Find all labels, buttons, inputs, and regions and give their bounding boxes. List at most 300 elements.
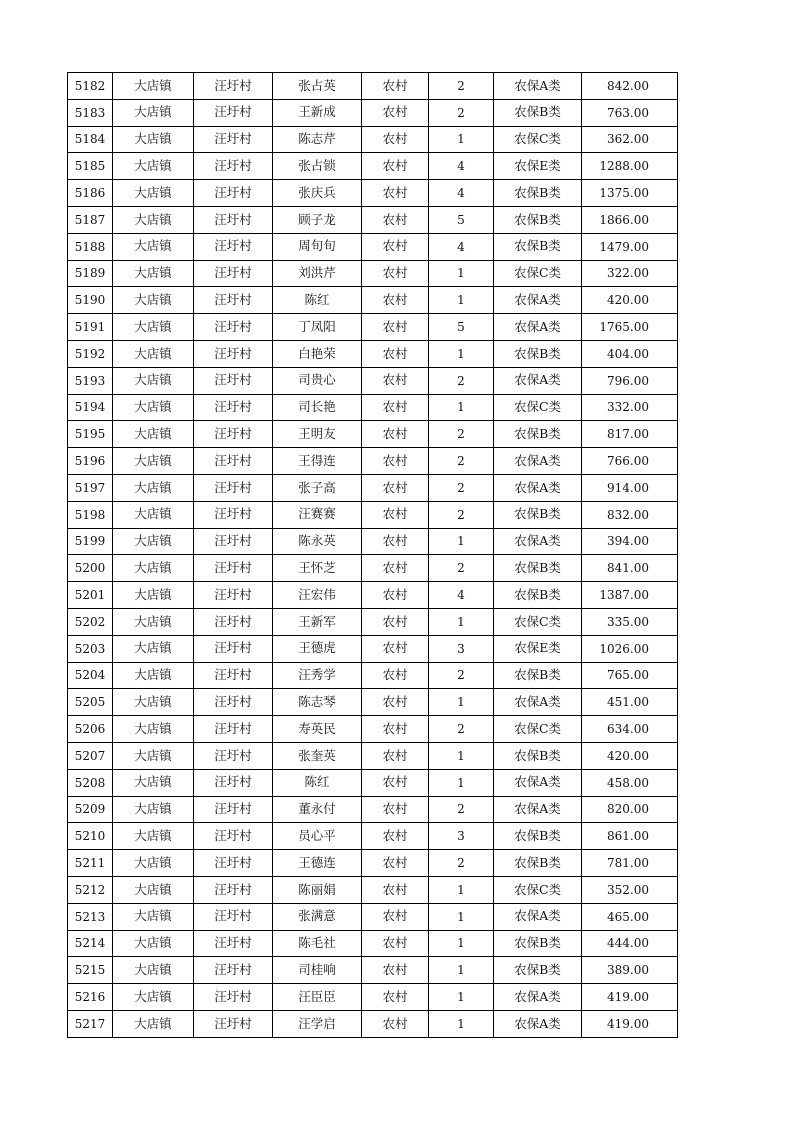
table-row (68, 689, 678, 716)
name-cell: 陈红 (273, 769, 362, 796)
name-cell: 王新军 (273, 608, 362, 635)
area-type-cell: 农村 (362, 153, 429, 180)
household-size-cell: 5 (429, 206, 494, 233)
village-cell: 汪圩村 (194, 260, 273, 287)
insurance-category-cell: 农保A类 (494, 903, 582, 930)
household-size-cell: 2 (429, 367, 494, 394)
household-size-cell: 1 (429, 126, 494, 153)
household-size-cell: 2 (429, 850, 494, 877)
row-number: 5193 (68, 367, 113, 394)
town-cell: 大店镇 (113, 742, 194, 769)
name-cell: 陈丽娟 (273, 876, 362, 903)
name-cell: 张占锁 (273, 153, 362, 180)
table-row (68, 957, 678, 984)
household-size-cell: 2 (429, 99, 494, 126)
area-type-cell: 农村 (362, 1010, 429, 1037)
insurance-category-cell: 农保B类 (494, 501, 582, 528)
row-number: 5194 (68, 394, 113, 421)
area-type-cell: 农村 (362, 984, 429, 1011)
town-cell: 大店镇 (113, 608, 194, 635)
amount-cell: 1375.00 (582, 180, 678, 207)
amount-cell: 766.00 (582, 448, 678, 475)
insurance-category-cell: 农保B类 (494, 823, 582, 850)
row-number: 5203 (68, 635, 113, 662)
area-type-cell: 农村 (362, 716, 429, 743)
household-size-cell: 1 (429, 287, 494, 314)
area-type-cell: 农村 (362, 903, 429, 930)
village-cell: 汪圩村 (194, 287, 273, 314)
household-size-cell: 1 (429, 984, 494, 1011)
table-row (68, 1010, 678, 1037)
village-cell: 汪圩村 (194, 394, 273, 421)
area-type-cell: 农村 (362, 876, 429, 903)
household-size-cell: 3 (429, 635, 494, 662)
village-cell: 汪圩村 (194, 1010, 273, 1037)
area-type-cell: 农村 (362, 126, 429, 153)
town-cell: 大店镇 (113, 769, 194, 796)
row-number: 5205 (68, 689, 113, 716)
row-number: 5215 (68, 957, 113, 984)
village-cell: 汪圩村 (194, 448, 273, 475)
table-row (68, 126, 678, 153)
name-cell: 汪学启 (273, 1010, 362, 1037)
insurance-category-cell: 农保A类 (494, 314, 582, 341)
insurance-category-cell: 农保B类 (494, 233, 582, 260)
town-cell: 大店镇 (113, 367, 194, 394)
insurance-category-cell: 农保A类 (494, 448, 582, 475)
amount-cell: 765.00 (582, 662, 678, 689)
insurance-category-cell: 农保A类 (494, 73, 582, 100)
name-cell: 董永付 (273, 796, 362, 823)
household-size-cell: 2 (429, 421, 494, 448)
amount-cell: 458.00 (582, 769, 678, 796)
area-type-cell: 农村 (362, 742, 429, 769)
amount-cell: 362.00 (582, 126, 678, 153)
row-number: 5210 (68, 823, 113, 850)
amount-cell: 419.00 (582, 1010, 678, 1037)
town-cell: 大店镇 (113, 233, 194, 260)
table-row (68, 99, 678, 126)
village-cell: 汪圩村 (194, 876, 273, 903)
town-cell: 大店镇 (113, 930, 194, 957)
amount-cell: 861.00 (582, 823, 678, 850)
row-number: 5188 (68, 233, 113, 260)
village-cell: 汪圩村 (194, 796, 273, 823)
amount-cell: 394.00 (582, 528, 678, 555)
table-row (68, 876, 678, 903)
insurance-category-cell: 农保C类 (494, 260, 582, 287)
row-number: 5204 (68, 662, 113, 689)
insurance-category-cell: 农保B类 (494, 742, 582, 769)
insurance-category-cell: 农保C类 (494, 126, 582, 153)
table-body (68, 73, 678, 1038)
table-row (68, 930, 678, 957)
table-row (68, 716, 678, 743)
amount-cell: 444.00 (582, 930, 678, 957)
amount-cell: 763.00 (582, 99, 678, 126)
insurance-category-cell: 农保B类 (494, 582, 582, 609)
town-cell: 大店镇 (113, 501, 194, 528)
town-cell: 大店镇 (113, 153, 194, 180)
village-cell: 汪圩村 (194, 957, 273, 984)
village-cell: 汪圩村 (194, 984, 273, 1011)
area-type-cell: 农村 (362, 528, 429, 555)
row-number: 5192 (68, 340, 113, 367)
area-type-cell: 农村 (362, 233, 429, 260)
town-cell: 大店镇 (113, 635, 194, 662)
insurance-category-cell: 农保A类 (494, 367, 582, 394)
insurance-category-cell: 农保E类 (494, 635, 582, 662)
name-cell: 王新成 (273, 99, 362, 126)
insurance-category-cell: 农保B类 (494, 957, 582, 984)
row-number: 5201 (68, 582, 113, 609)
amount-cell: 1026.00 (582, 635, 678, 662)
table-row (68, 823, 678, 850)
row-number: 5186 (68, 180, 113, 207)
name-cell: 王怀芝 (273, 555, 362, 582)
amount-cell: 1765.00 (582, 314, 678, 341)
village-cell: 汪圩村 (194, 742, 273, 769)
amount-cell: 420.00 (582, 742, 678, 769)
row-number: 5206 (68, 716, 113, 743)
household-size-cell: 1 (429, 742, 494, 769)
name-cell: 张奎英 (273, 742, 362, 769)
area-type-cell: 农村 (362, 448, 429, 475)
village-cell: 汪圩村 (194, 850, 273, 877)
row-number: 5182 (68, 73, 113, 100)
name-cell: 陈毛社 (273, 930, 362, 957)
household-size-cell: 4 (429, 180, 494, 207)
household-size-cell: 2 (429, 501, 494, 528)
amount-cell: 817.00 (582, 421, 678, 448)
table-row (68, 742, 678, 769)
row-number: 5214 (68, 930, 113, 957)
amount-cell: 332.00 (582, 394, 678, 421)
table-row (68, 260, 678, 287)
table-row (68, 528, 678, 555)
household-size-cell: 4 (429, 233, 494, 260)
area-type-cell: 农村 (362, 314, 429, 341)
household-size-cell: 1 (429, 260, 494, 287)
table-row (68, 582, 678, 609)
household-size-cell: 1 (429, 340, 494, 367)
town-cell: 大店镇 (113, 314, 194, 341)
row-number: 5216 (68, 984, 113, 1011)
area-type-cell: 农村 (362, 850, 429, 877)
amount-cell: 389.00 (582, 957, 678, 984)
row-number: 5200 (68, 555, 113, 582)
name-cell: 司贵心 (273, 367, 362, 394)
village-cell: 汪圩村 (194, 635, 273, 662)
town-cell: 大店镇 (113, 876, 194, 903)
village-cell: 汪圩村 (194, 206, 273, 233)
insurance-category-cell: 农保A类 (494, 796, 582, 823)
town-cell: 大店镇 (113, 206, 194, 233)
insurance-category-cell: 农保C类 (494, 716, 582, 743)
village-cell: 汪圩村 (194, 421, 273, 448)
name-cell: 张占英 (273, 73, 362, 100)
village-cell: 汪圩村 (194, 823, 273, 850)
insurance-category-cell: 农保A类 (494, 1010, 582, 1037)
insurance-category-cell: 农保A类 (494, 474, 582, 501)
town-cell: 大店镇 (113, 260, 194, 287)
household-size-cell: 1 (429, 957, 494, 984)
village-cell: 汪圩村 (194, 314, 273, 341)
town-cell: 大店镇 (113, 528, 194, 555)
town-cell: 大店镇 (113, 474, 194, 501)
row-number: 5187 (68, 206, 113, 233)
insurance-category-cell: 农保B类 (494, 206, 582, 233)
household-size-cell: 2 (429, 73, 494, 100)
household-size-cell: 1 (429, 876, 494, 903)
amount-cell: 842.00 (582, 73, 678, 100)
insurance-category-cell: 农保A类 (494, 769, 582, 796)
town-cell: 大店镇 (113, 73, 194, 100)
area-type-cell: 农村 (362, 796, 429, 823)
row-number: 5202 (68, 608, 113, 635)
area-type-cell: 农村 (362, 957, 429, 984)
row-number: 5207 (68, 742, 113, 769)
amount-cell: 1866.00 (582, 206, 678, 233)
name-cell: 陈永英 (273, 528, 362, 555)
row-number: 5213 (68, 903, 113, 930)
insurance-category-cell: 农保B类 (494, 850, 582, 877)
village-cell: 汪圩村 (194, 528, 273, 555)
name-cell: 周旬旬 (273, 233, 362, 260)
amount-cell: 820.00 (582, 796, 678, 823)
village-cell: 汪圩村 (194, 662, 273, 689)
area-type-cell: 农村 (362, 421, 429, 448)
town-cell: 大店镇 (113, 555, 194, 582)
row-number: 5191 (68, 314, 113, 341)
table-row (68, 984, 678, 1011)
household-size-cell: 2 (429, 796, 494, 823)
amount-cell: 420.00 (582, 287, 678, 314)
amount-cell: 781.00 (582, 850, 678, 877)
town-cell: 大店镇 (113, 850, 194, 877)
household-size-cell: 1 (429, 608, 494, 635)
table-row (68, 850, 678, 877)
insurance-category-cell: 农保C类 (494, 394, 582, 421)
name-cell: 白艳荣 (273, 340, 362, 367)
area-type-cell: 农村 (362, 206, 429, 233)
amount-cell: 832.00 (582, 501, 678, 528)
row-number: 5196 (68, 448, 113, 475)
name-cell: 陈红 (273, 287, 362, 314)
area-type-cell: 农村 (362, 260, 429, 287)
table-row (68, 314, 678, 341)
town-cell: 大店镇 (113, 957, 194, 984)
amount-cell: 404.00 (582, 340, 678, 367)
village-cell: 汪圩村 (194, 126, 273, 153)
village-cell: 汪圩村 (194, 903, 273, 930)
insurance-category-cell: 农保B类 (494, 555, 582, 582)
town-cell: 大店镇 (113, 448, 194, 475)
amount-cell: 1479.00 (582, 233, 678, 260)
table-row (68, 608, 678, 635)
table-row (68, 180, 678, 207)
insurance-category-cell: 农保A类 (494, 984, 582, 1011)
area-type-cell: 农村 (362, 501, 429, 528)
row-number: 5209 (68, 796, 113, 823)
area-type-cell: 农村 (362, 287, 429, 314)
village-cell: 汪圩村 (194, 153, 273, 180)
row-number: 5197 (68, 474, 113, 501)
row-number: 5183 (68, 99, 113, 126)
insurance-category-cell: 农保B类 (494, 930, 582, 957)
town-cell: 大店镇 (113, 99, 194, 126)
name-cell: 员心平 (273, 823, 362, 850)
table-row (68, 73, 678, 100)
name-cell: 陈志芹 (273, 126, 362, 153)
table-row (68, 367, 678, 394)
table-row (68, 501, 678, 528)
town-cell: 大店镇 (113, 903, 194, 930)
table-row (68, 769, 678, 796)
household-size-cell: 4 (429, 582, 494, 609)
insurance-category-cell: 农保B类 (494, 340, 582, 367)
row-number: 5212 (68, 876, 113, 903)
village-cell: 汪圩村 (194, 99, 273, 126)
area-type-cell: 农村 (362, 555, 429, 582)
village-cell: 汪圩村 (194, 340, 273, 367)
area-type-cell: 农村 (362, 662, 429, 689)
area-type-cell: 农村 (362, 608, 429, 635)
row-number: 5199 (68, 528, 113, 555)
row-number: 5189 (68, 260, 113, 287)
insurance-category-cell: 农保C类 (494, 876, 582, 903)
village-cell: 汪圩村 (194, 930, 273, 957)
area-type-cell: 农村 (362, 73, 429, 100)
village-cell: 汪圩村 (194, 474, 273, 501)
amount-cell: 914.00 (582, 474, 678, 501)
town-cell: 大店镇 (113, 796, 194, 823)
table-row (68, 394, 678, 421)
amount-cell: 1288.00 (582, 153, 678, 180)
table-row (68, 796, 678, 823)
town-cell: 大店镇 (113, 716, 194, 743)
table-row (68, 474, 678, 501)
village-cell: 汪圩村 (194, 582, 273, 609)
name-cell: 汪赛赛 (273, 501, 362, 528)
town-cell: 大店镇 (113, 287, 194, 314)
household-size-cell: 1 (429, 903, 494, 930)
name-cell: 汪臣臣 (273, 984, 362, 1011)
area-type-cell: 农村 (362, 340, 429, 367)
village-cell: 汪圩村 (194, 233, 273, 260)
name-cell: 张满意 (273, 903, 362, 930)
amount-cell: 322.00 (582, 260, 678, 287)
row-number: 5185 (68, 153, 113, 180)
area-type-cell: 农村 (362, 635, 429, 662)
name-cell: 张庆兵 (273, 180, 362, 207)
insurance-category-cell: 农保C类 (494, 608, 582, 635)
household-size-cell: 5 (429, 314, 494, 341)
name-cell: 陈志琴 (273, 689, 362, 716)
insurance-category-cell: 农保A类 (494, 287, 582, 314)
name-cell: 丁凤阳 (273, 314, 362, 341)
amount-cell: 841.00 (582, 555, 678, 582)
amount-cell: 1387.00 (582, 582, 678, 609)
amount-cell: 634.00 (582, 716, 678, 743)
table-row (68, 903, 678, 930)
household-size-cell: 1 (429, 528, 494, 555)
name-cell: 王德连 (273, 850, 362, 877)
area-type-cell: 农村 (362, 689, 429, 716)
household-size-cell: 2 (429, 448, 494, 475)
table-row (68, 555, 678, 582)
village-cell: 汪圩村 (194, 501, 273, 528)
row-number: 5217 (68, 1010, 113, 1037)
town-cell: 大店镇 (113, 662, 194, 689)
table-row (68, 153, 678, 180)
insurance-category-cell: 农保B类 (494, 421, 582, 448)
area-type-cell: 农村 (362, 367, 429, 394)
village-cell: 汪圩村 (194, 180, 273, 207)
town-cell: 大店镇 (113, 984, 194, 1011)
table-row (68, 448, 678, 475)
town-cell: 大店镇 (113, 689, 194, 716)
area-type-cell: 农村 (362, 582, 429, 609)
insurance-category-cell: 农保B类 (494, 662, 582, 689)
insurance-category-cell: 农保A类 (494, 689, 582, 716)
table-row (68, 340, 678, 367)
household-size-cell: 4 (429, 153, 494, 180)
town-cell: 大店镇 (113, 394, 194, 421)
area-type-cell: 农村 (362, 474, 429, 501)
name-cell: 寿英民 (273, 716, 362, 743)
insurance-category-cell: 农保B类 (494, 99, 582, 126)
area-type-cell: 农村 (362, 769, 429, 796)
household-size-cell: 1 (429, 769, 494, 796)
insurance-category-cell: 农保B类 (494, 180, 582, 207)
town-cell: 大店镇 (113, 823, 194, 850)
amount-cell: 352.00 (582, 876, 678, 903)
household-size-cell: 2 (429, 474, 494, 501)
row-number: 5184 (68, 126, 113, 153)
village-cell: 汪圩村 (194, 769, 273, 796)
name-cell: 顾子龙 (273, 206, 362, 233)
village-cell: 汪圩村 (194, 73, 273, 100)
row-number: 5208 (68, 769, 113, 796)
name-cell: 汪秀学 (273, 662, 362, 689)
household-size-cell: 1 (429, 930, 494, 957)
table-row (68, 287, 678, 314)
town-cell: 大店镇 (113, 582, 194, 609)
amount-cell: 335.00 (582, 608, 678, 635)
amount-cell: 796.00 (582, 367, 678, 394)
town-cell: 大店镇 (113, 180, 194, 207)
name-cell: 王得连 (273, 448, 362, 475)
household-size-cell: 2 (429, 555, 494, 582)
name-cell: 司桂响 (273, 957, 362, 984)
row-number: 5198 (68, 501, 113, 528)
table-row (68, 233, 678, 260)
town-cell: 大店镇 (113, 421, 194, 448)
household-size-cell: 1 (429, 689, 494, 716)
area-type-cell: 农村 (362, 394, 429, 421)
row-number: 5195 (68, 421, 113, 448)
insurance-category-cell: 农保A类 (494, 528, 582, 555)
name-cell: 汪宏伟 (273, 582, 362, 609)
name-cell: 王德虎 (273, 635, 362, 662)
village-cell: 汪圩村 (194, 555, 273, 582)
name-cell: 司长艳 (273, 394, 362, 421)
insurance-category-cell: 农保E类 (494, 153, 582, 180)
household-size-cell: 1 (429, 1010, 494, 1037)
row-number: 5190 (68, 287, 113, 314)
table-row (68, 635, 678, 662)
